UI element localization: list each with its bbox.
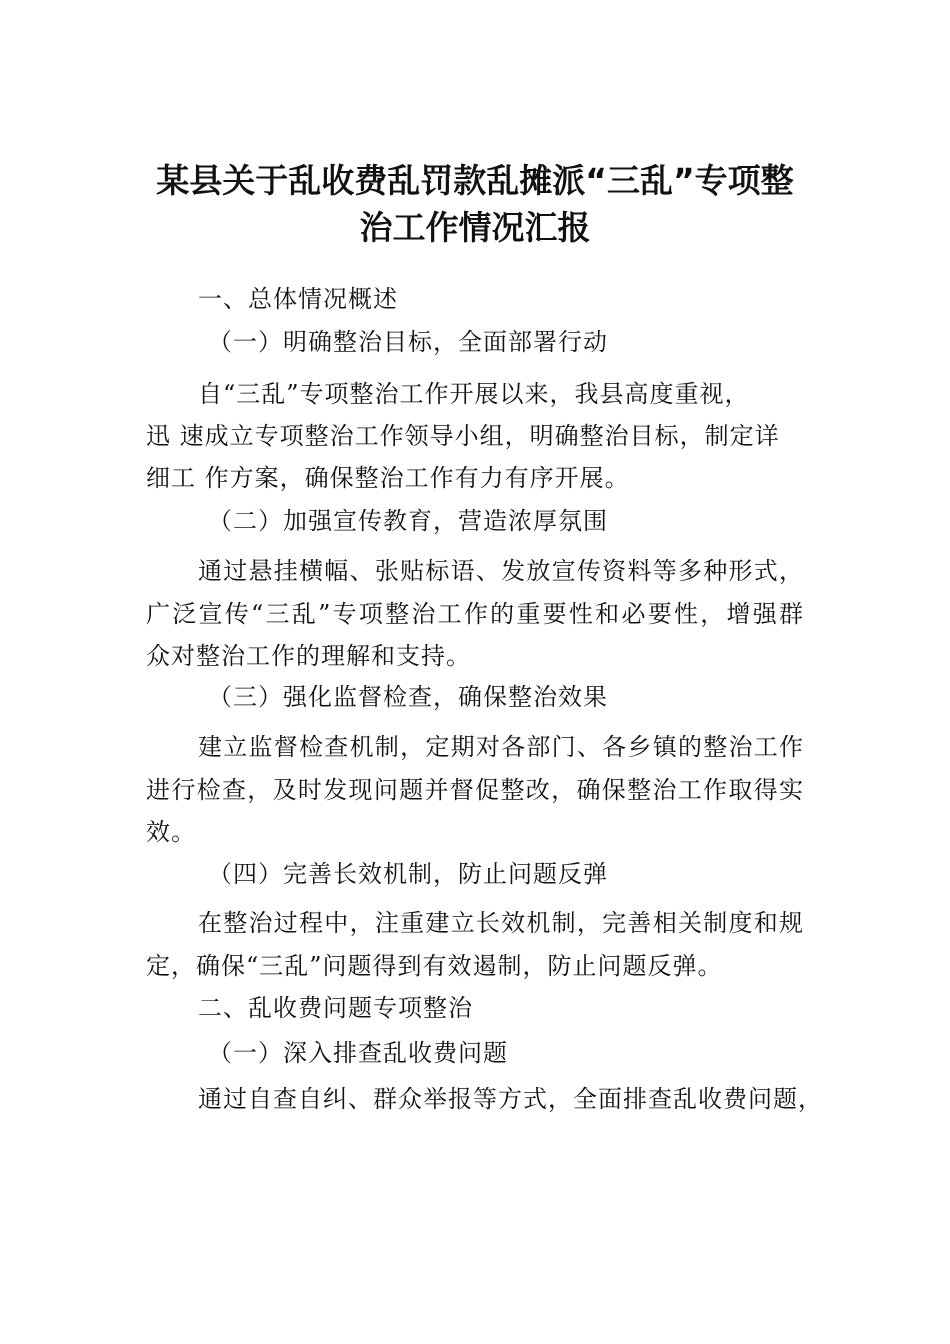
paragraph-line: 细工 作方案，确保整治工作有力有序开展。 — [146, 464, 630, 492]
paragraph-line: 在整治过程中，注重建立长效机制，完善相关制度和规 — [198, 909, 804, 937]
paragraph-line: 众对整治工作的理解和支持。 — [146, 642, 471, 670]
document-title-line-2: 治工作情况汇报 — [359, 208, 591, 247]
paragraph-line: 迅 速成立专项整治工作领导小组，明确整治目标，制定详 — [146, 422, 780, 450]
paragraph-line: 定，确保“三乱”问题得到有效遏制，防止问题反弹。 — [146, 952, 723, 980]
section-1-sub-4-heading: （四）完善长效机制，防止问题反弹 — [208, 860, 608, 888]
paragraph-line: 广泛宣传“三乱”专项整治工作的重要性和必要性，增强群 — [146, 600, 804, 628]
paragraph-line: 自“三乱”专项整治工作开展以来，我县高度重视， — [198, 380, 750, 408]
document-title-line-1: 某县关于乱收费乱罚款乱摊派“三乱”专项整 — [156, 161, 794, 200]
section-1-sub-3-heading: （三）强化监督检查，确保整治效果 — [208, 683, 608, 711]
paragraph-line: 通过自查自纠、群众举报等方式，全面排查乱收费问题， — [198, 1085, 823, 1113]
section-1-heading: 一、总体情况概述 — [198, 285, 398, 313]
section-2-sub-1-heading: （一）深入排查乱收费问题 — [208, 1039, 508, 1067]
paragraph-line: 通过悬挂横幅、张贴标语、发放宣传资料等多种形式， — [198, 557, 804, 585]
paragraph-line: 进行检查，及时发现问题并督促整改，确保整治工作取得实 — [146, 776, 804, 804]
paragraph-line: 效。 — [146, 818, 196, 846]
section-2-heading: 二、乱收费问题专项整治 — [198, 994, 473, 1022]
section-1-sub-1-heading: （一）明确整治目标，全面部署行动 — [208, 328, 608, 356]
section-1-sub-2-heading: （二）加强宣传教育，营造浓厚氛围 — [208, 507, 608, 535]
paragraph-line: 建立监督检查机制，定期对各部门、各乡镇的整治工作 — [198, 733, 804, 761]
